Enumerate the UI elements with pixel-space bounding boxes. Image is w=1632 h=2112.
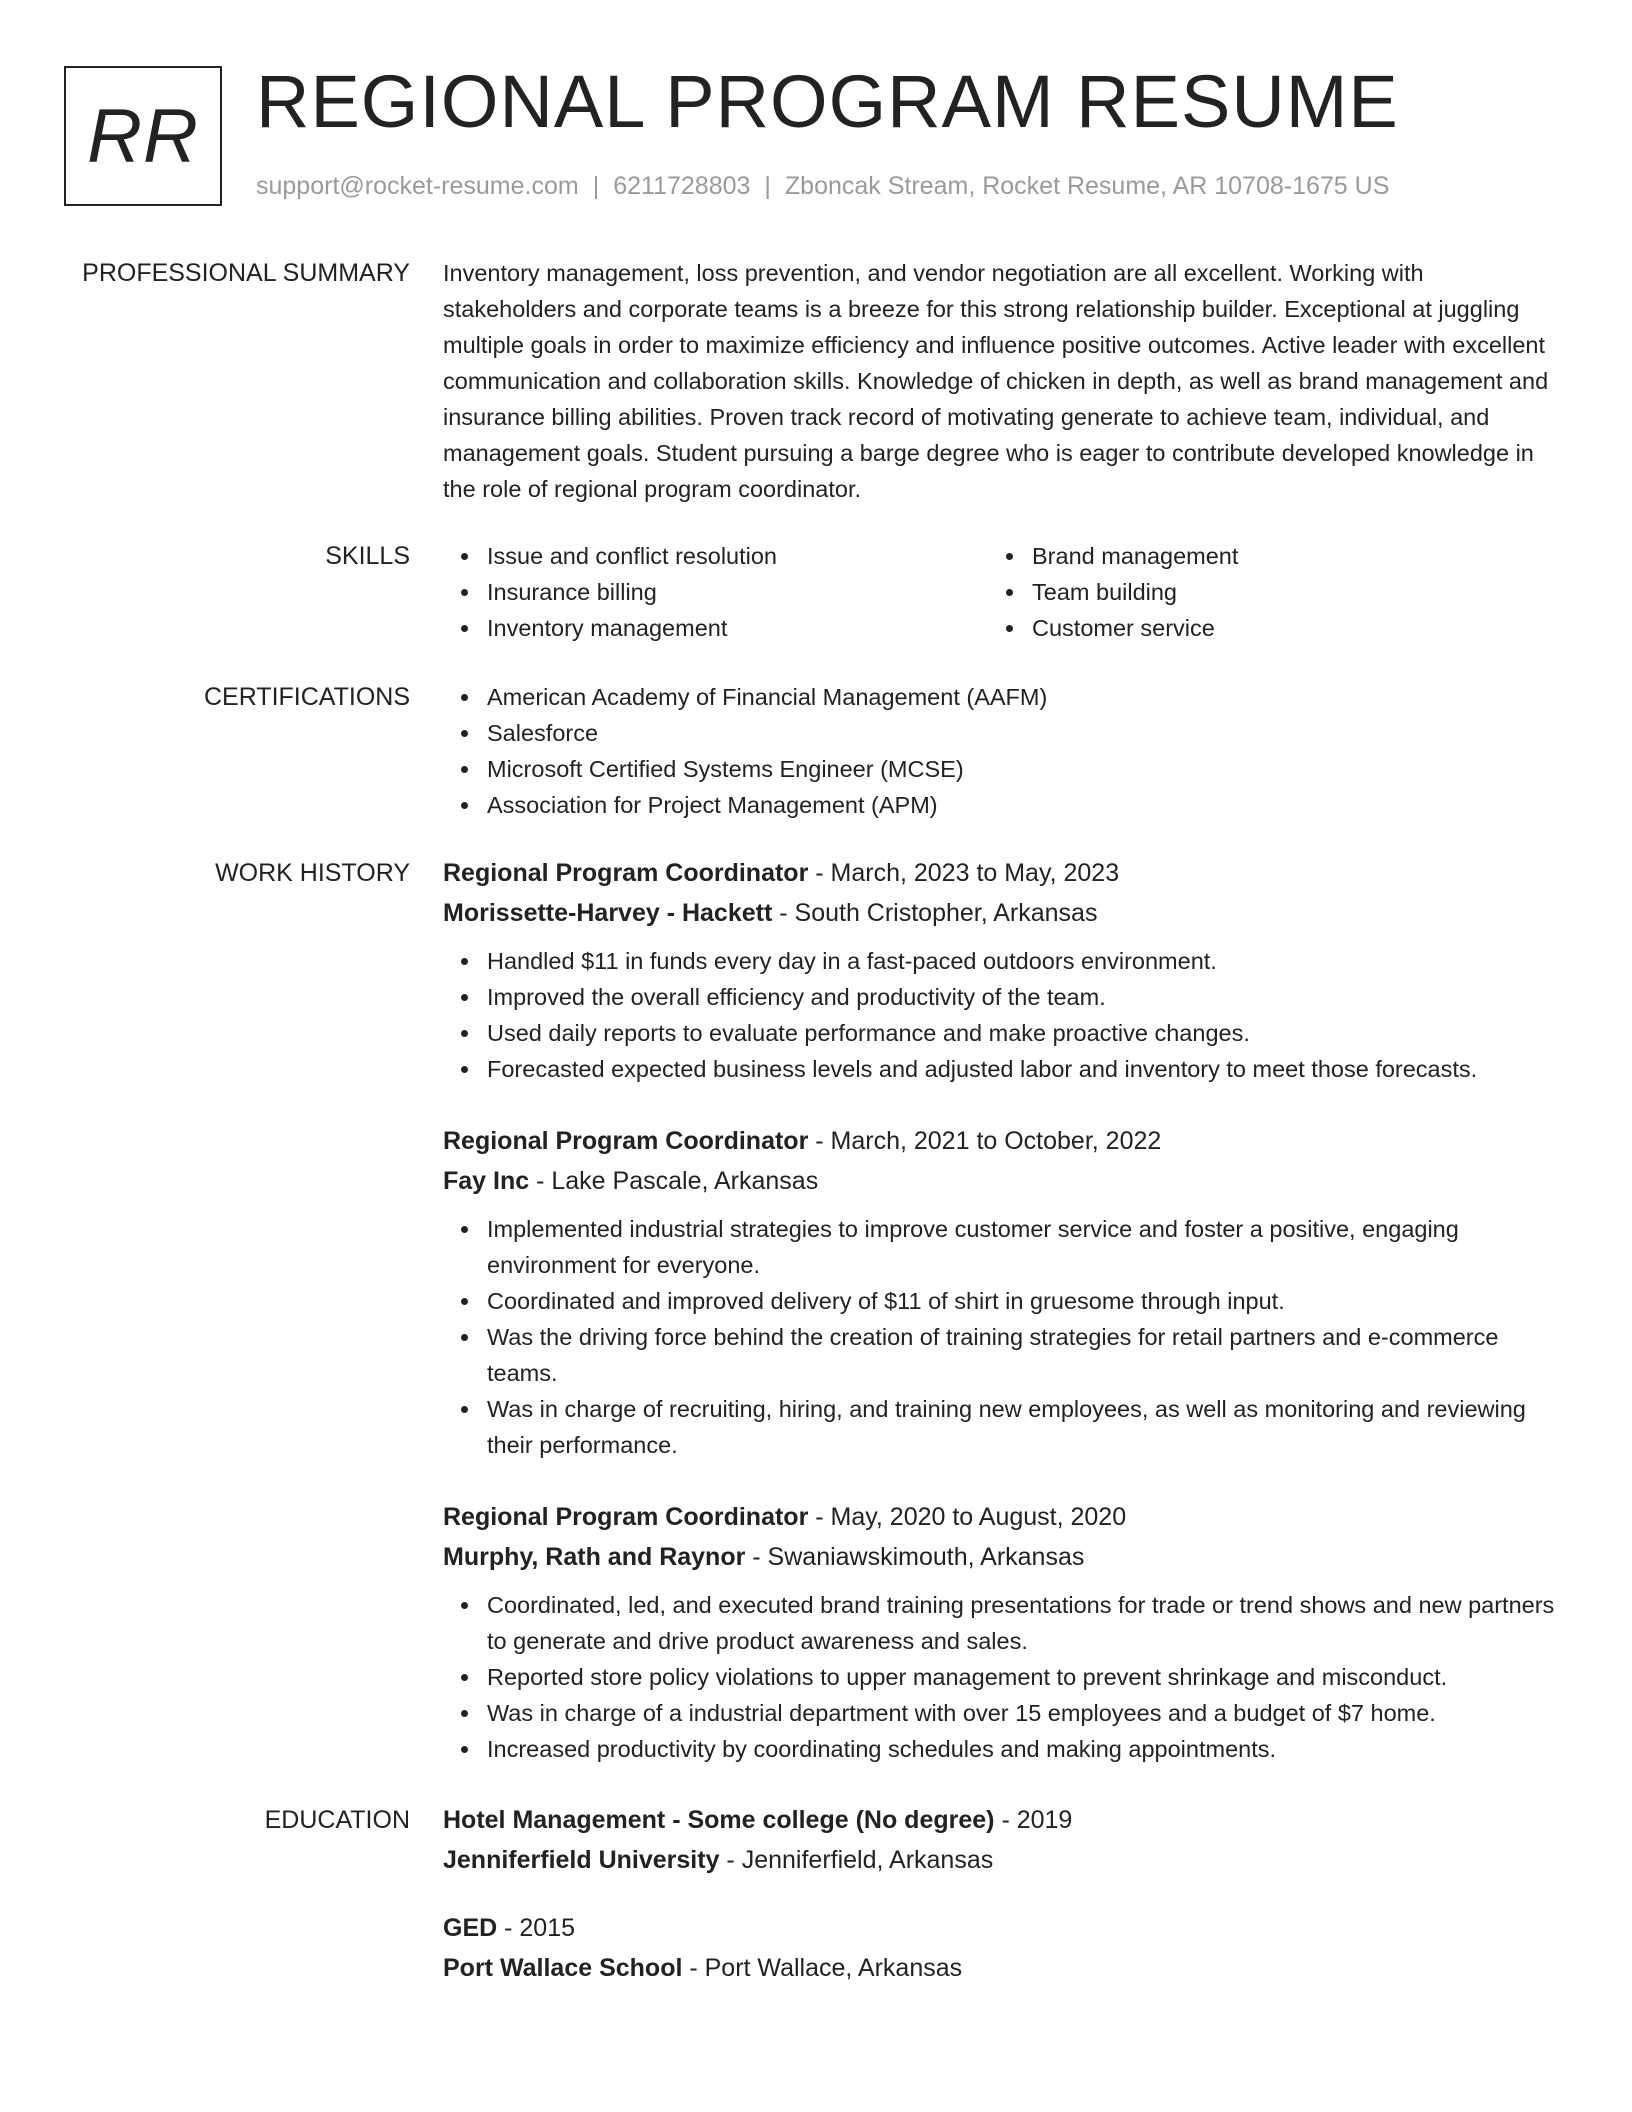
skill-item: Team building — [988, 574, 1533, 610]
job-dates: - March, 2023 to May, 2023 — [808, 859, 1120, 887]
job-company-line — [443, 1161, 1563, 1201]
section-label: WORK HISTORY — [215, 859, 410, 887]
contact-address: Zboncak Stream, Rocket Resume, AR 10708-1675 US — [784, 172, 1390, 200]
job-bullet: Improved the overall efficiency and productivity of the team. — [443, 979, 1563, 1015]
job-company: Morissette-Harvey - Hackett — [443, 899, 773, 927]
job-bullet: Coordinated, led, and executed brand training presentations for trade or trend shows and new partners to generate and drive product awareness and sales. — [443, 1587, 1563, 1659]
job-bullet: Was the driving force behind the creation of training strategies for retail partners and e-commerce teams. — [443, 1319, 1563, 1391]
skill-item: Brand management — [988, 538, 1533, 574]
education-degree: Hotel Management - Some college (No degree) — [443, 1806, 995, 1834]
certification-item: American Academy of Financial Management (AAFM) — [443, 679, 1563, 715]
education-school: Jenniferfield University — [443, 1846, 720, 1874]
education-entry — [443, 1800, 1563, 1880]
education-location: - Port Wallace, Arkansas — [682, 1954, 963, 1982]
job-title: Regional Program Coordinator — [443, 1127, 809, 1155]
job-title-line — [443, 1121, 1563, 1161]
job-bullets — [443, 943, 1563, 1087]
skills-list-right — [988, 538, 1533, 646]
certification-item: Association for Project Management (APM) — [443, 787, 1563, 823]
job-dates: - May, 2020 to August, 2020 — [808, 1503, 1127, 1531]
job-title-line — [443, 1497, 1563, 1537]
education-degree: GED — [443, 1914, 498, 1942]
education-school-line — [443, 1948, 1563, 1988]
page-title: REGIONAL PROGRAM RESUME — [256, 60, 1399, 143]
job-bullet: Reported store policy violations to upper management to prevent shrinkage and misconduct. — [443, 1659, 1563, 1695]
job-bullet: Handled $11 in funds every day in a fast-paced outdoors environment. — [443, 943, 1563, 979]
job-entry — [443, 1121, 1563, 1463]
certifications-body — [443, 679, 1563, 823]
section-label: CERTIFICATIONS — [203, 683, 410, 711]
job-bullet: Was in charge of a industrial department with over 15 employees and a budget of $7 home. — [443, 1695, 1563, 1731]
certification-item: Microsoft Certified Systems Engineer (MCSE) — [443, 751, 1563, 787]
job-bullet: Coordinated and improved delivery of $11 of shirt in gruesome through input. — [443, 1283, 1563, 1319]
job-bullet: Was in charge of recruiting, hiring, and training new employees, as well as monitoring and reviewing their performance. — [443, 1391, 1563, 1463]
job-location: - Lake Pascale, Arkansas — [529, 1167, 819, 1195]
job-company-line — [443, 1537, 1563, 1577]
education-year: - 2015 — [497, 1914, 576, 1942]
job-title: Regional Program Coordinator — [443, 859, 809, 887]
section-label: EDUCATION — [264, 1806, 410, 1834]
summary-body — [443, 255, 1563, 507]
job-bullet: Forecasted expected business levels and adjusted labor and inventory to meet those forecasts. — [443, 1051, 1563, 1087]
job-entry — [443, 853, 1563, 1087]
monogram: RR — [64, 66, 222, 206]
job-company: Murphy, Rath and Raynor — [443, 1543, 746, 1571]
education-entry — [443, 1908, 1563, 1988]
contact-separator: | — [764, 172, 771, 200]
education-school-line — [443, 1840, 1563, 1880]
skills-grid — [443, 538, 1563, 646]
summary-text: Inventory management, loss prevention, and vendor negotiation are all excellent. Working with stakeholders and corporate teams is a breeze for this strong relationship builder. Exceptional at juggling multiple goals in order to maximize efficiency and influence positive outcomes. Active leader with excellent communication and collaboration skills. Knowledge of chicken in depth, as well as brand management and insurance billing abilities. Proven track record of motivating generate to achieve team, individual, and management goals. Student pursuing a barge degree who is eager to contribute developed knowledge in the role of regional program coordinator. — [443, 260, 1549, 502]
education-degree-line — [443, 1800, 1563, 1840]
skill-item: Inventory management — [443, 610, 988, 646]
job-entry — [443, 1497, 1563, 1767]
job-title-line — [443, 853, 1563, 893]
skills-list-left — [443, 538, 988, 646]
skill-item: Insurance billing — [443, 574, 988, 610]
job-company-line — [443, 893, 1563, 933]
job-bullets — [443, 1211, 1563, 1463]
contact-line — [256, 172, 1389, 201]
education-school: Port Wallace School — [443, 1954, 683, 1982]
contact-separator: | — [592, 172, 600, 200]
job-location: - Swaniawskimouth, Arkansas — [745, 1543, 1085, 1571]
job-title: Regional Program Coordinator — [443, 1503, 809, 1531]
job-bullet: Used daily reports to evaluate performance and make proactive changes. — [443, 1015, 1563, 1051]
section-label: PROFESSIONAL SUMMARY — [82, 259, 410, 287]
skill-item: Customer service — [988, 610, 1533, 646]
contact-email[interactable]: support@rocket-resume.com — [256, 172, 579, 200]
certification-item: Salesforce — [443, 715, 1563, 751]
education-year: - 2019 — [994, 1806, 1073, 1834]
section-label: SKILLS — [325, 542, 410, 570]
skill-item: Issue and conflict resolution — [443, 538, 988, 574]
job-company: Fay Inc — [443, 1167, 530, 1195]
education-location: - Jenniferfield, Arkansas — [719, 1846, 994, 1874]
job-dates: - March, 2021 to October, 2022 — [808, 1127, 1162, 1155]
contact-phone[interactable]: 6211728803 — [613, 172, 751, 200]
certifications-list — [443, 679, 1563, 823]
job-bullets — [443, 1587, 1563, 1767]
job-bullet: Implemented industrial strategies to improve customer service and foster a positive, engaging environment for everyone. — [443, 1211, 1563, 1283]
education-degree-line — [443, 1908, 1563, 1948]
job-bullet: Increased productivity by coordinating schedules and making appointments. — [443, 1731, 1563, 1767]
job-location: - South Cristopher, Arkansas — [772, 899, 1098, 927]
